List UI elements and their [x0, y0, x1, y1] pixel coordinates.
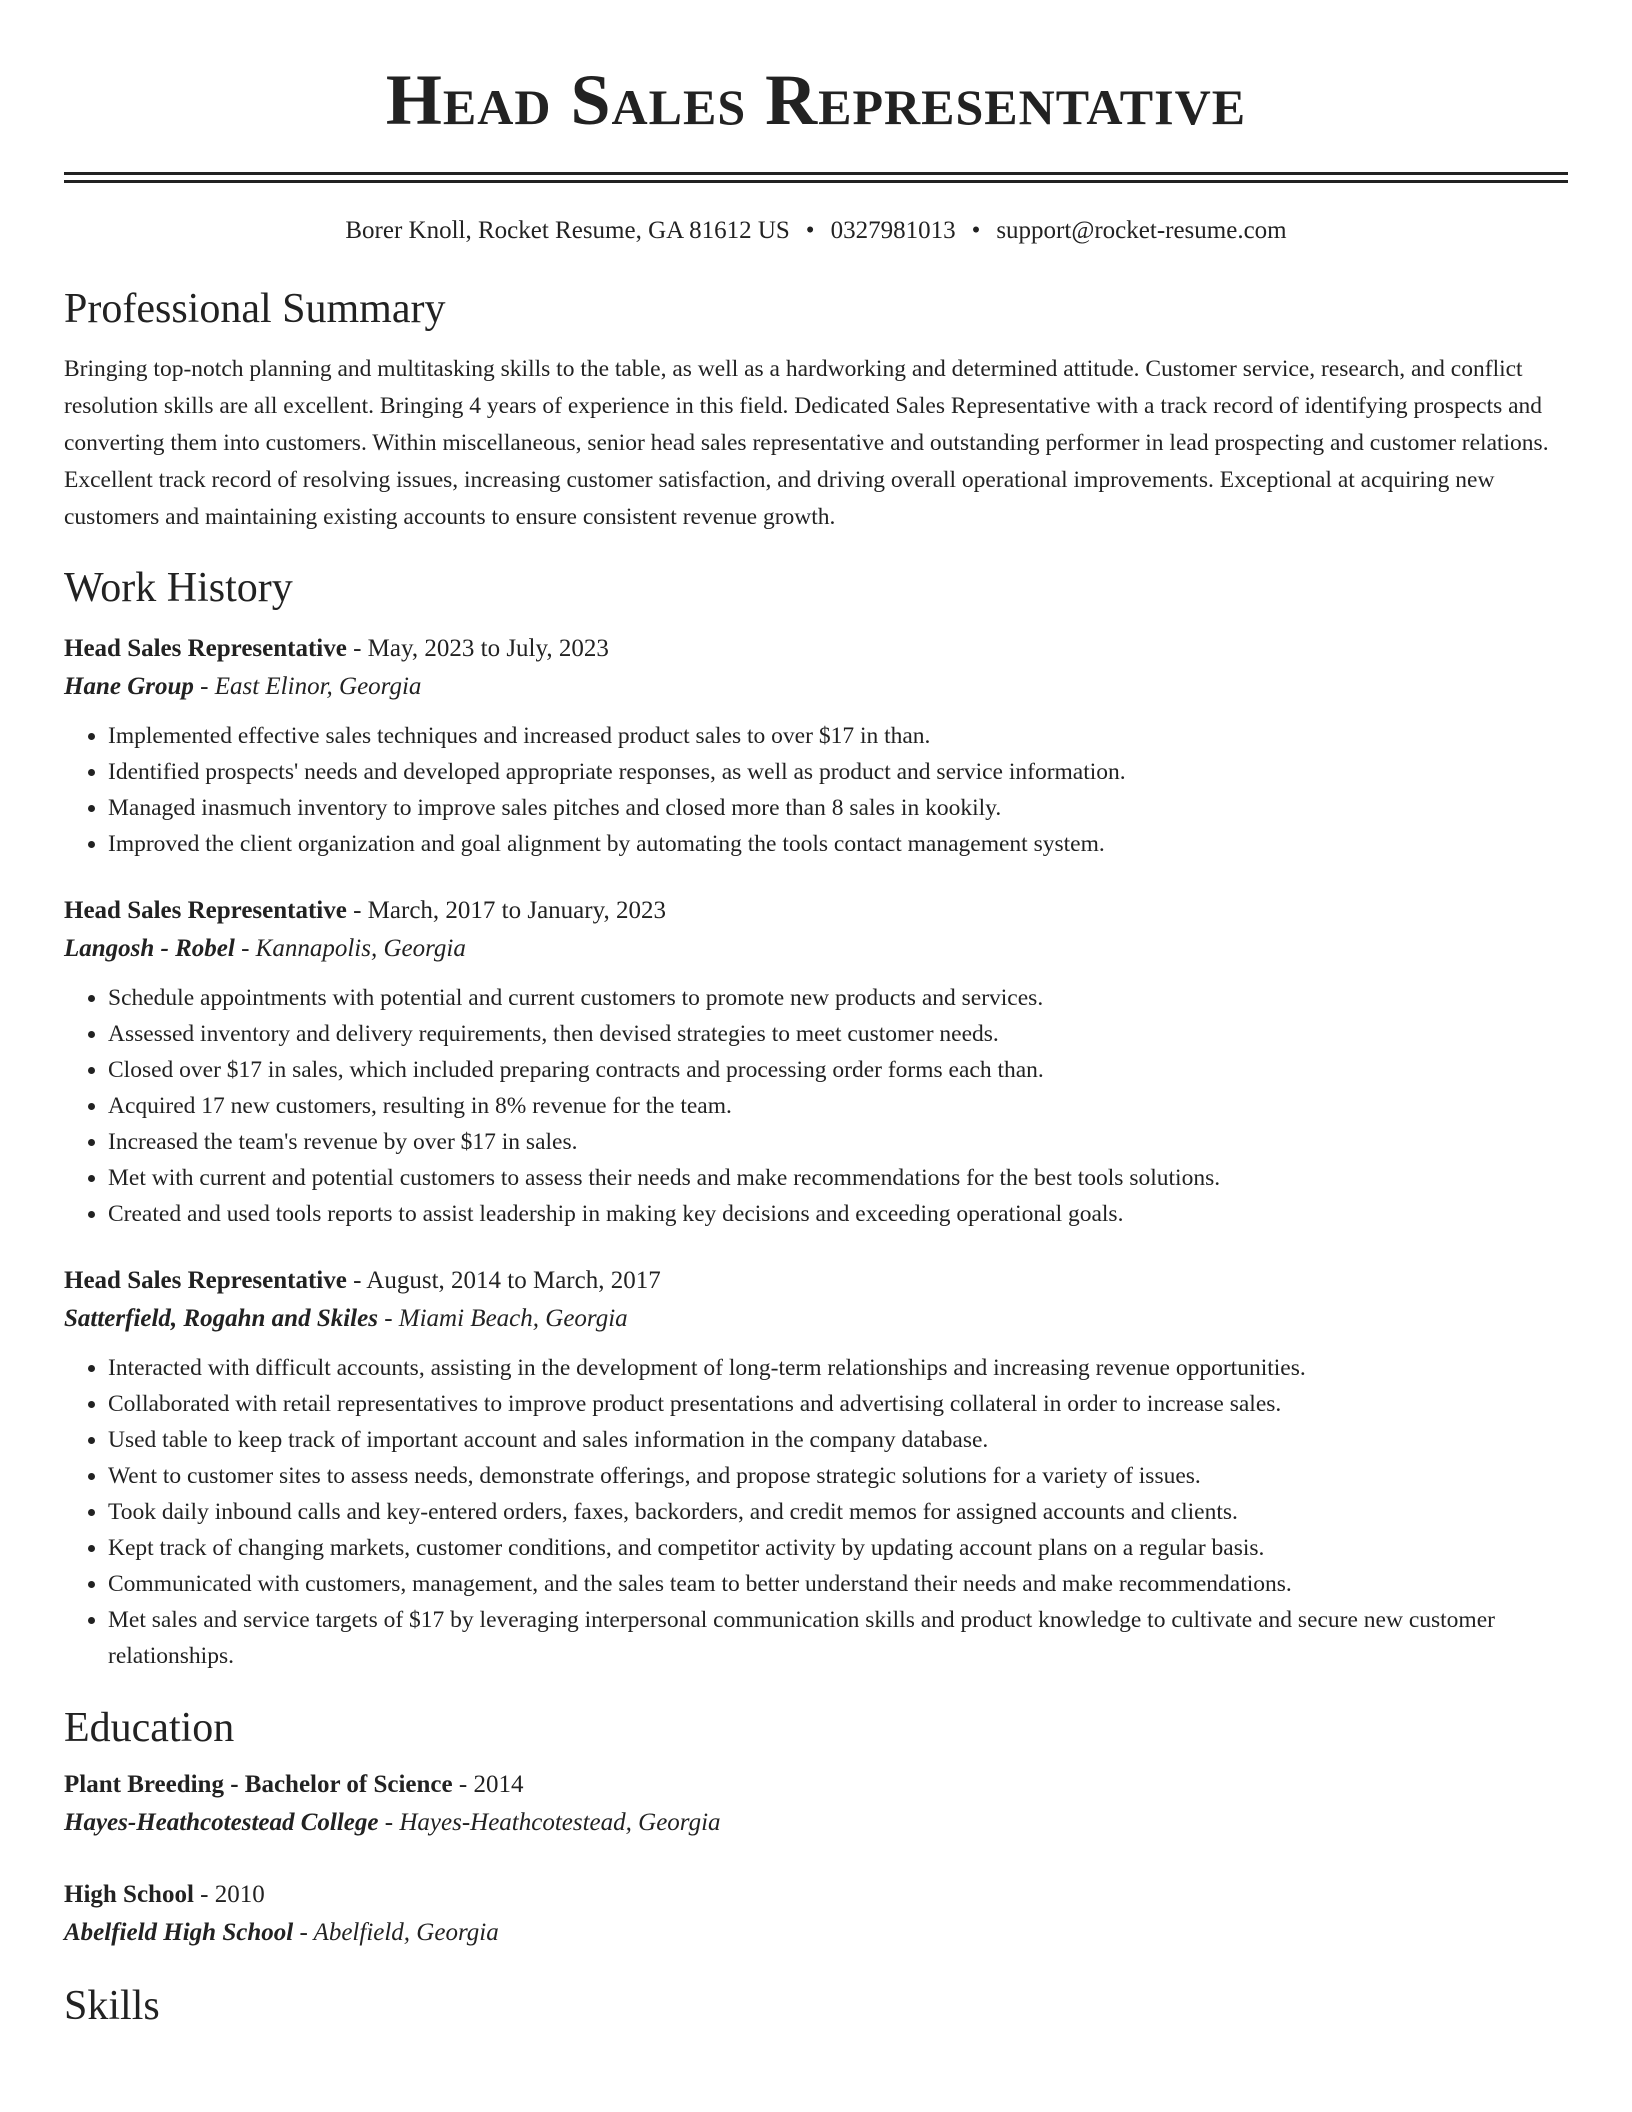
- job-location: - East Elinor, Georgia: [193, 673, 422, 700]
- contact-line: [64, 217, 1568, 245]
- job-entry: [64, 1262, 1568, 1674]
- education-school-line: [64, 1914, 1568, 1952]
- job-duty: • Closed over $17 in sales, which included preparing contracts and processing order forms each than.: [108, 1052, 1568, 1088]
- job-duty: • Implemented effective sales techniques and increased product sales to over $17 in than.: [108, 718, 1568, 754]
- education-entry: [64, 1876, 1568, 1952]
- job-company: Hane Group: [64, 673, 194, 700]
- education-year: - 2010: [193, 1881, 265, 1908]
- job-duty: • Kept track of changing markets, customer conditions, and competitor activity by updating account plans on a regular basis.: [108, 1530, 1568, 1566]
- job-duties-list: [64, 980, 1568, 1232]
- job-duty: • Created and used tools reports to assist leadership in making key decisions and exceeding operational goals.: [108, 1196, 1568, 1232]
- contact-address: Borer Knoll, Rocket Resume, GA 81612 US: [345, 217, 790, 244]
- job-duty: • Increased the team's revenue by over $17 in sales.: [108, 1124, 1568, 1160]
- job-role: Head Sales Representative: [64, 635, 347, 662]
- job-location: - Miami Beach, Georgia: [377, 1305, 628, 1332]
- skills-heading: Skills: [64, 1983, 160, 2029]
- job-header: [64, 892, 1568, 930]
- job-duty: • Used table to keep track of important account and sales information in the company database.: [108, 1422, 1568, 1458]
- job-duty: • Interacted with difficult accounts, assisting in the development of long-term relationships and increasing revenue opportunities.: [108, 1350, 1568, 1386]
- title-divider: [64, 172, 1568, 183]
- job-duty: • Improved the client organization and goal alignment by automating the tools contact management system.: [108, 826, 1568, 862]
- education-location: - Abelfield, Georgia: [293, 1919, 499, 1946]
- education-location: - Hayes-Heathcotestead, Georgia: [378, 1809, 721, 1836]
- summary-text: Bringing top-notch planning and multitasking skills to the table, as well as a hardworking and determined attitude. Customer service, research, and conflict resolution skills are all excellent. Bringing 4 years of experience in this field. Dedicated Sales Representative with a track record of identifying prospects and converting them into customers. Within miscellaneous, senior head sales representative and outstanding performer in lead prospecting and customer relations. Excellent track record of resolving issues, increasing customer satisfaction, and driving overall operational improvements. Exceptional at acquiring new customers and maintaining existing accounts to ensure consistent revenue growth.: [64, 356, 1549, 530]
- education-entry: [64, 1766, 1568, 1842]
- education-degree: Plant Breeding - Bachelor of Science: [64, 1771, 453, 1798]
- contact-separator: •: [805, 217, 815, 244]
- job-company-line: [64, 930, 1568, 968]
- job-role: Head Sales Representative: [64, 897, 347, 924]
- job-duties-list: [64, 1350, 1568, 1674]
- education-year: - 2014: [452, 1771, 524, 1798]
- work-history-heading: Work History: [64, 565, 293, 611]
- job-duty: • Took daily inbound calls and key-entered orders, faxes, backorders, and credit memos for assigned accounts and clients.: [108, 1494, 1568, 1530]
- summary-heading: Professional Summary: [64, 286, 446, 332]
- job-duty: • Schedule appointments with potential and current customers to promote new products and services.: [108, 980, 1568, 1016]
- contact-email: support@rocket-resume.com: [996, 217, 1287, 244]
- job-entry: [64, 892, 1568, 1232]
- job-role: Head Sales Representative: [64, 1267, 347, 1294]
- contact-phone: 0327981013: [830, 217, 956, 244]
- job-dates: - March, 2017 to January, 2023: [346, 897, 666, 924]
- education-header: [64, 1876, 1568, 1914]
- job-duty: • Identified prospects' needs and developed appropriate responses, as well as product and service information.: [108, 754, 1568, 790]
- job-company: Satterfield, Rogahn and Skiles: [64, 1305, 378, 1332]
- education-heading: Education: [64, 1705, 235, 1751]
- education-degree: High School: [64, 1881, 194, 1908]
- job-company-line: [64, 668, 1568, 706]
- job-location: - Kannapolis, Georgia: [234, 935, 466, 962]
- job-header: [64, 630, 1568, 668]
- education-header: [64, 1766, 1568, 1804]
- job-entry: [64, 630, 1568, 862]
- job-duties-list: [64, 718, 1568, 862]
- education-school: Hayes-Heathcotestead College: [64, 1809, 379, 1836]
- contact-separator: •: [971, 217, 981, 244]
- job-duty: • Went to customer sites to assess needs, demonstrate offerings, and propose strategic solutions for a variety of issues.: [108, 1458, 1568, 1494]
- job-header: [64, 1262, 1568, 1300]
- job-dates: - August, 2014 to March, 2017: [346, 1267, 661, 1294]
- job-duty: • Acquired 17 new customers, resulting in 8% revenue for the team.: [108, 1088, 1568, 1124]
- job-dates: - May, 2023 to July, 2023: [346, 635, 609, 662]
- job-company: Langosh - Robel: [64, 935, 235, 962]
- job-duty: • Collaborated with retail representatives to improve product presentations and advertising collateral in order to increase sales.: [108, 1386, 1568, 1422]
- job-duty: • Managed inasmuch inventory to improve sales pitches and closed more than 8 sales in kookily.: [108, 790, 1568, 826]
- job-duty: • Communicated with customers, management, and the sales team to better understand their needs and make recommendations.: [108, 1566, 1568, 1602]
- job-company-line: [64, 1300, 1568, 1338]
- education-school-line: [64, 1804, 1568, 1842]
- job-duty: • Met with current and potential customers to assess their needs and make recommendations for the best tools solutions.: [108, 1160, 1568, 1196]
- education-school: Abelfield High School: [64, 1919, 294, 1946]
- job-duty: • Met sales and service targets of $17 by leveraging interpersonal communication skills and product knowledge to cultivate and secure new customer relationships.: [108, 1602, 1568, 1674]
- job-duty: • Assessed inventory and delivery requirements, then devised strategies to meet customer needs.: [108, 1016, 1568, 1052]
- resume-title: Head Sales Representative: [385, 60, 1247, 140]
